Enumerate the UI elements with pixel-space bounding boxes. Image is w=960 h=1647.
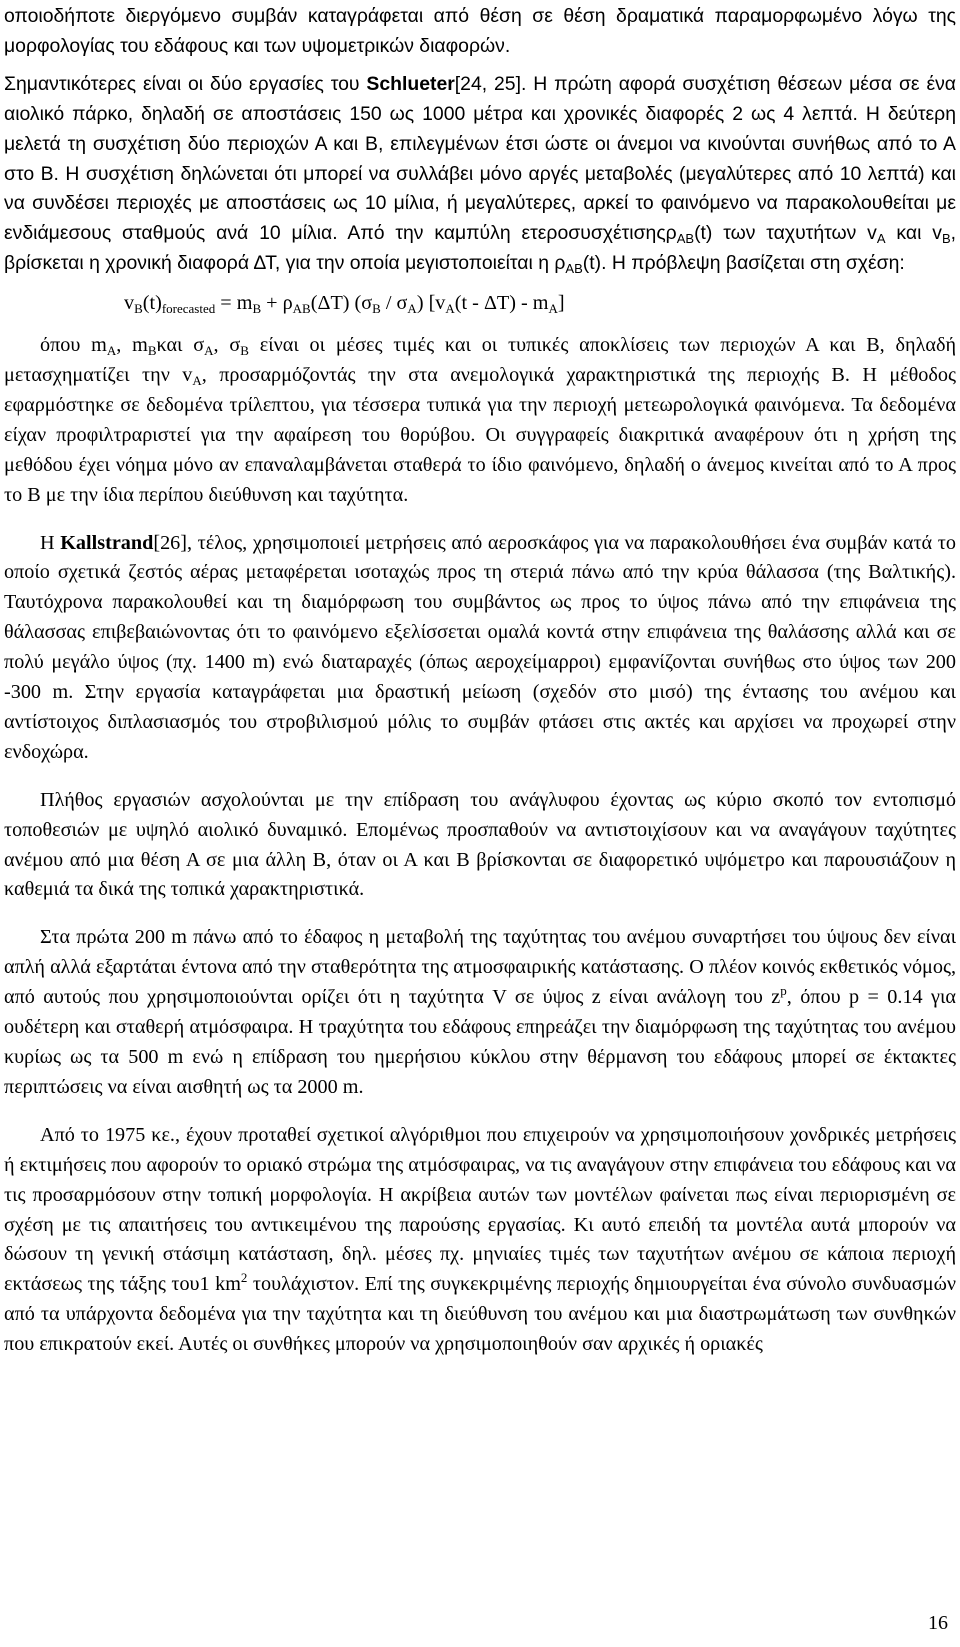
paragraph-1: οποιοδήποτε διεργόμενο συμβάν καταγράφεται από θέση σε θέση δραματικά παραμορφωμένο λόγω της μορφολογίας του εδάφους και των υψομετρικών διαφορών. [4,5,956,57]
page-number: 16 [928,1612,948,1634]
forecast-formula: $v_B(t)_{forecasted} = m_B + \rho_{AB}(\Delta T)$ $(\sigma_B / \sigma_A)$ $[v_A(t - \Delta T) - m_A]$ [124,292,565,317]
paragraph-4: Η Kallstrand[26], τέλος, χρησιμοποιεί μετρήσεις από αεροσκάφος για να παρακολουθήσει ένα συμβάν κατά το οποίο σχετικά ζεστός αέρας μεταφέρεται ισοταχώς προς τη στεριά πάνω από την κρύα θάλασσα (της Βαλτικής). Ταυτόχρονα παρακολουθεί και τη διαμόρφωση του συμβάντος ως προς το ύψος πάνω από την επιφάνεια της θάλασσας επιβεβαιώνοντας ότι το φαινόμενο εξελίσσεται ομαλά κοντά στην επιφάνεια της θαλάσσης αλλά και σε πολύ μεγάλο ύψος (πχ. 1400 m) ενώ διαταραχές (όπως αεροχείμαρροι) εμφανίζονται συνήθως στο ύψος των 200 -300 m. Στην εργασία καταγράφεται μια δραστική μείωση (σχεδόν στο μισό) της έντασης του ανέμου και αντίστοιχος διπλασιασμός του στροβιλισμού μόλις το συμβάν φτάσει στις ακτές και αρχίσει να προχωρεί στην ενδοχώρα. [4,531,956,763]
paragraph-2: Σημαντικότερες είναι οι δύο εργασίες του Schlueter[24, 25]. Η πρώτη αφορά συσχέτιση θέσεων μέσα σε ένα αιολικό πάρκο, δηλαδή σε αποστάσεις 150 ως 1000 μέτρα και χρονικές διαφορές 2 ως 4 λεπτά. Η δεύτερη μελετά τη συσχέτιση δύο περιοχών Α και Β, επιλεγμένων έτσι ώστε οι άνεμοι να κινούνται συνήθως από το Α στο Β. Η συσχέτιση δηλώνεται ότι μπορεί να συλλάβει μόνο αργές μεταβολές (μεγαλύτερες από 10 λεπτά) και να συνδέσει περιοχές με αποστάσεις ως 10 μίλια, ή μεγαλύτερες, αρκεί το φαινόμενο να παρακολουθείται με ενδιάμεσους σταθμούς ανά 10 μίλια. Από την καμπύλη ετεροσυσχέτισηςρ$_{AB}$(t) των ταχυτήτων $v_A$ και $v_B$, βρίσκεται η χρονική διαφορά ΔΤ, για την οποία μεγιστοποιείται η $\rho_{AB}(t)$. Η πρόβλεψη βασίζεται στη σχέση: [4,72,957,277]
author-schlueter: Schlueter [366,72,455,95]
paragraph-6: Στα πρώτα 200 m πάνω από το έδαφος η μεταβολή της ταχύτητας του ανέμου συναρτήσει του ύψους δεν είναι απλή αλλά εξαρτάται έντονα από την σταθερότητα της ατμοσφαιρικής κατάστασης. Ο πλέον κοινός εκθετικός νόμος, από αυτούς που χρησιμοποιούνται ορίζει ότι η ταχύτητα V σε ύψος z είναι ανάλογη του $z^p$, όπου p = 0.14 για ουδέτερη και σταθερή ατμόσφαιρα. Η τραχύτητα του εδάφους επηρεάζει την διαμόρφωση της ταχύτητας του ανέμου κυρίως ως τα 500 m ενώ η επίδραση του ημερήσιου κύκλου στην θέρμανση του εδάφους μπορεί σε έκτακτες περιπτώσεις να είναι αισθητή ως τα 2000 m. [4,926,956,1098]
author-kallstrand: Kallstrand [60,531,154,554]
paragraph-5: Πλήθος εργασιών ασχολούνται με την επίδραση του ανάγλυφου έχοντας ως κύριο σκοπό τον εντοπισμό τοποθεσιών με υψηλό αιολικό δυναμικό. Επομένως προσπαθούν να αντιστοιχίσουν και να αναγάγουν ταχύτητες ανέμου από μια θέση Α σε μια άλλη Β, όταν οι Α και Β βρίσκονται σε διαφορετικό υψόμετρο και παρουσιάζουν η καθεμιά τα δικά της τοπικά χαρακτηριστικά. [4,788,956,901]
paragraph-3: όπου $m_A$, $m_B\kappa\alpha\iota$ $\sigma_A$, $\sigma_B$ είναι οι μέσες τιμές και οι τυπικές αποκλίσεις των περιοχών Α και Β, δηλαδή μετασχηματίζει την $v_A$, προσαρμόζοντάς την στα ανεμολογικά χαρακτηριστικά της περιοχής Β. Η μέθοδος εφαρμόστηκε σε δεδομένα τρίλεπτου, για τέσσερα τυπικά για την περιοχή μετεωρολογικά φαινόμενα. Τα δεδομένα είχαν προφιλτραριστεί για την αφαίρεση του θορύβου. Οι συγγραφείς διακριτικά αναφέρουν ότι η χρήση της μεθόδου έχει νόημα μόνο αν επαναλαμβάνεται σταθερά το ίδιο φαινόμενο, δηλαδή ο άνεμος κινείται από το Α προς το Β με την ίδια περίπου διεύθυνση και ταχύτητα. [4,334,957,506]
body-text [4,2,956,1360]
paragraph-7: Από το 1975 κε., έχουν προταθεί σχετικοί αλγόριθμοι που επιχειρούν να χρησιμοποιήσουν χονδρικές μετρήσεις ή εκτιμήσεις που αφορούν το οριακό στρώμα της ατμόσφαιρας, να τις αναγάγουν στην επιφάνεια του εδάφους και να τις προσαρμόσουν στην τοπική μορφολογία. Η ακρίβεια αυτών των μοντέλων φαίνεται πως είναι περιορισμένη σε σχέση με τις απαιτήσεις του αντικειμένου της παρούσης εργασίας. Κι αυτό επειδή τα μοντέλα αυτά μπορούν να δώσουν τη γενική στάσιμη κατάσταση, δηλ. μέσες πχ. μηνιαίες τιμές των ταχυτήτων ανέμου σε κάποια περιοχή εκτάσεως της τάξης του1 $km^2$ τουλάχιστον. Επί της συγκεκριμένης περιοχής δημιουργείται ένα σύνολο συνδυασμών από τα υπάρχοντα δεδομένα για την ταχύτητα και τη διεύθυνση του ανέμου και μια διαστρωμάτωση των συνθηκών που επικρατούν εκεί. Αυτές οι συνθήκες μπορούν να χρησιμοποιηθούν σαν αρχικές ή οριακές [4,1123,956,1356]
